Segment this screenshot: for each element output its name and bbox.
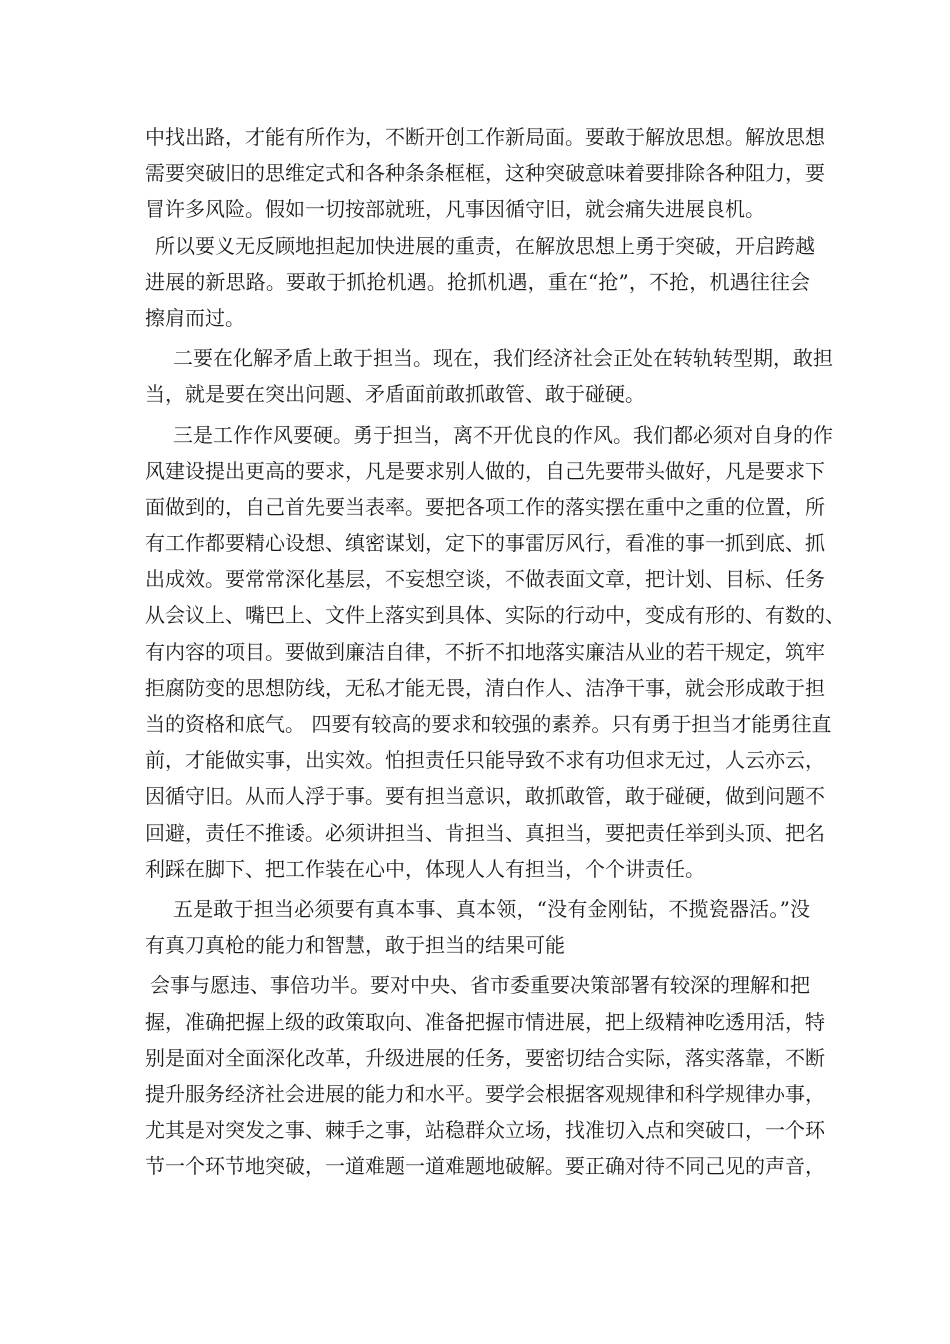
text-line: 面做到的，自己首先要当表率。要把各项工作的落实摆在重中之重的位置，所	[145, 494, 825, 519]
text-line: 提升服务经济社会进展的能力和水平。要学会根据客观规律和科学规律办事，	[145, 1081, 825, 1106]
text-line: 别是面对全面深化改革，升级进展的任务，要密切结合实际，落实落靠，不断	[145, 1045, 825, 1070]
paragraph-start-line: 所以要义无反顾地担起加快进展的重责，在解放思想上勇于突破，开启跨越	[155, 233, 815, 258]
paragraph-start-line: 五是敢于担当必须要有真本事、真本领，“没有金刚钻，不揽瓷器活。”没	[173, 896, 810, 921]
text-line: 需要突破旧的思维定式和各种条条框框，这种突破意味着要排除各种阻力，要	[145, 161, 825, 186]
text-line: 出成效。要常常深化基层，不妄想空谈，不做表面文章，把计划、目标、任务	[145, 567, 825, 592]
text-line: 风建设提出更高的要求，凡是要求别人做的，自己先要带头做好，凡是要求下	[145, 458, 825, 483]
document-body	[145, 119, 845, 1184]
text-line: 擦肩而过。	[145, 305, 245, 330]
text-line: 有工作都要精心设想、缜密谋划，定下的事雷厉风行，看准的事一抓到底、抓	[145, 531, 825, 556]
text-line: 尤其是对突发之事、棘手之事，站稳群众立场，找准切入点和突破口，一个环	[145, 1118, 825, 1143]
paragraph-start-line: 二要在化解矛盾上敢于担当。现在，我们经济社会正处在转轨转型期，敢担	[173, 346, 833, 371]
paragraph-start-line: 会事与愿违、事倍功半。要对中央、省市委重要决策部署有较深的理解和把	[150, 973, 810, 998]
text-line: 利踩在脚下、把工作装在心中，体现人人有担当，个个讲责任。	[145, 856, 705, 881]
text-line: 冒许多风险。假如一切按部就班，凡事因循守旧，就会痛失进展良机。	[145, 197, 765, 222]
text-line: 当的资格和底气。 四要有较高的要求和较强的素养。只有勇于担当才能勇往直	[145, 712, 832, 736]
text-line: 回避，责任不推诿。必须讲担当、肯担当、真担当，要把责任举到头顶、把名	[145, 820, 825, 845]
text-line: 进展的新思路。要敢于抓抢机遇。抢抓机遇，重在“抢”，不抢，机遇往往会	[145, 269, 810, 294]
text-line: 从会议上、嘴巴上、文件上落实到具体、实际的行动中，变成有形的、有数的、	[145, 603, 845, 628]
text-line: 中找出路，才能有所作为，不断开创工作新局面。要敢于解放思想。解放思想	[145, 125, 825, 149]
text-line: 有真刀真枪的能力和智慧，敢于担当的结果可能	[145, 933, 565, 958]
text-line: 节一个环节地突破，一道难题一道难题地破解。要正确对待不同己见的声音，	[145, 1154, 825, 1179]
text-line: 当，就是要在突出问题、矛盾面前敢抓敢管、敢于碰硬。	[145, 382, 645, 407]
text-line: 前，才能做实事，出实效。怕担责任只能导致不求有功但求无过，人云亦云，	[145, 748, 825, 773]
text-line: 握，准确把握上级的政策取向、准备把握市情进展，把上级精神吃透用活，特	[145, 1009, 825, 1034]
paragraph-start-line: 三是工作作风要硬。勇于担当，离不开优良的作风。我们都必须对自身的作	[173, 422, 833, 447]
text-line: 有内容的项目。要做到廉洁自律，不折不扣地落实廉洁从业的若干规定，筑牢	[145, 639, 825, 664]
text-line: 拒腐防变的思想防线，无私才能无畏，清白作人、洁净干事，就会形成敢于担	[145, 675, 825, 700]
text-line: 因循守旧。从而人浮于事。要有担当意识，敢抓敢管，敢于碰硬，做到问题不	[145, 784, 825, 809]
